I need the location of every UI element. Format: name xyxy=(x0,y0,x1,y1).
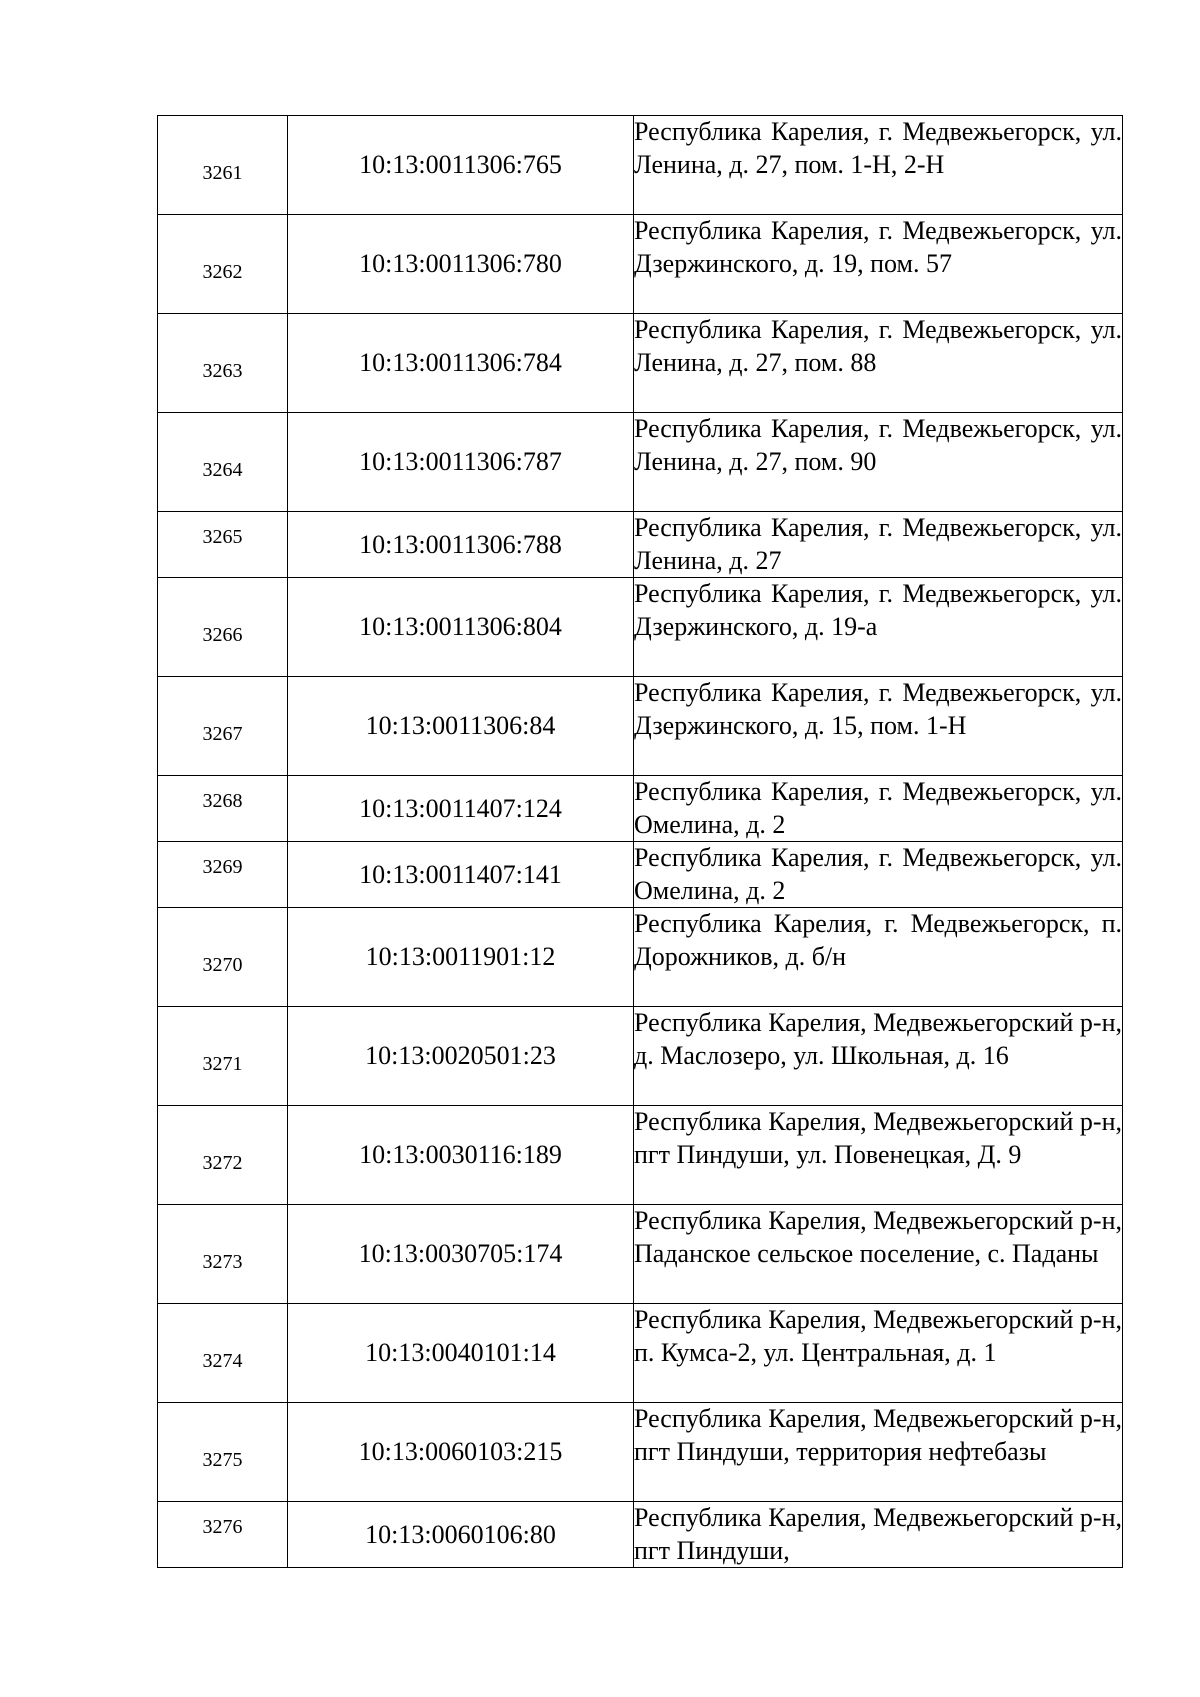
address: Республика Карелия, Медвежьегорский р-н, пгт Пиндуши, территория нефтебазы xyxy=(634,1403,1123,1502)
row-number: 3263 xyxy=(158,314,288,413)
row-number: 3274 xyxy=(158,1304,288,1403)
cadastral-number: 10:13:0011306:84 xyxy=(288,677,634,776)
table-row xyxy=(158,1205,1123,1304)
cadastral-number: 10:13:0011306:784 xyxy=(288,314,634,413)
table-row xyxy=(158,413,1123,512)
row-number: 3276 xyxy=(158,1502,288,1568)
table-row xyxy=(158,1007,1123,1106)
row-number: 3267 xyxy=(158,677,288,776)
row-number: 3262 xyxy=(158,215,288,314)
cadastral-number: 10:13:0040101:14 xyxy=(288,1304,634,1403)
cadastral-number: 10:13:0011407:124 xyxy=(288,776,634,842)
cadastral-number: 10:13:0020501:23 xyxy=(288,1007,634,1106)
address: Республика Карелия, Медвежьегорский р-н, пгт Пиндуши, ул. Повенецкая, Д. 9 xyxy=(634,1106,1123,1205)
row-number: 3272 xyxy=(158,1106,288,1205)
address: Республика Карелия, г. Медвежьегорск, ул. Омелина, д. 2 xyxy=(634,842,1123,908)
address: Республика Карелия, г. Медвежьегорск, ул. Ленина, д. 27 xyxy=(634,512,1123,578)
table-row xyxy=(158,1106,1123,1205)
address: Республика Карелия, г. Медвежьегорск, п. Дорожников, д. б/н xyxy=(634,908,1123,1007)
address: Республика Карелия, г. Медвежьегорск, ул. Дзержинского, д. 19, пом. 57 xyxy=(634,215,1123,314)
row-number: 3264 xyxy=(158,413,288,512)
cadastral-number: 10:13:0011306:765 xyxy=(288,116,634,215)
address: Республика Карелия, Медвежьегорский р-н, п. Кумса-2, ул. Центральная, д. 1 xyxy=(634,1304,1123,1403)
row-number: 3273 xyxy=(158,1205,288,1304)
row-number: 3269 xyxy=(158,842,288,908)
address: Республика Карелия, Медвежьегорский р-н, пгт Пиндуши, xyxy=(634,1502,1123,1568)
table-row xyxy=(158,677,1123,776)
row-number: 3271 xyxy=(158,1007,288,1106)
address: Республика Карелия, г. Медвежьегорск, ул. Омелина, д. 2 xyxy=(634,776,1123,842)
address: Республика Карелия, Медвежьегорский р-н, д. Маслозеро, ул. Школьная, д. 16 xyxy=(634,1007,1123,1106)
table-row xyxy=(158,512,1123,578)
table-row xyxy=(158,1304,1123,1403)
address: Республика Карелия, г. Медвежьегорск, ул. Дзержинского, д. 19-а xyxy=(634,578,1123,677)
row-number: 3265 xyxy=(158,512,288,578)
table-row xyxy=(158,116,1123,215)
property-table xyxy=(157,115,1123,1568)
table-row xyxy=(158,776,1123,842)
table-row xyxy=(158,908,1123,1007)
cadastral-number: 10:13:0011306:804 xyxy=(288,578,634,677)
cadastral-number: 10:13:0011407:141 xyxy=(288,842,634,908)
cadastral-number: 10:13:0060106:80 xyxy=(288,1502,634,1568)
table-row xyxy=(158,1502,1123,1568)
table-row xyxy=(158,1403,1123,1502)
row-number: 3275 xyxy=(158,1403,288,1502)
cadastral-number: 10:13:0011306:787 xyxy=(288,413,634,512)
cadastral-number: 10:13:0030116:189 xyxy=(288,1106,634,1205)
row-number: 3261 xyxy=(158,116,288,215)
row-number: 3268 xyxy=(158,776,288,842)
table-row xyxy=(158,215,1123,314)
row-number: 3270 xyxy=(158,908,288,1007)
cadastral-number: 10:13:0011306:788 xyxy=(288,512,634,578)
cadastral-number: 10:13:0060103:215 xyxy=(288,1403,634,1502)
address: Республика Карелия, г. Медвежьегорск, ул. Дзержинского, д. 15, пом. 1-Н xyxy=(634,677,1123,776)
address: Республика Карелия, г. Медвежьегорск, ул. Ленина, д. 27, пом. 88 xyxy=(634,314,1123,413)
cadastral-number: 10:13:0030705:174 xyxy=(288,1205,634,1304)
table-row xyxy=(158,578,1123,677)
address: Республика Карелия, Медвежьегорский р-н, Паданское сельское поселение, с. Паданы xyxy=(634,1205,1123,1304)
address: Республика Карелия, г. Медвежьегорск, ул. Ленина, д. 27, пом. 90 xyxy=(634,413,1123,512)
address: Республика Карелия, г. Медвежьегорск, ул. Ленина, д. 27, пом. 1-Н, 2-Н xyxy=(634,116,1123,215)
table-row xyxy=(158,842,1123,908)
row-number: 3266 xyxy=(158,578,288,677)
table-row xyxy=(158,314,1123,413)
cadastral-number: 10:13:0011306:780 xyxy=(288,215,634,314)
cadastral-number: 10:13:0011901:12 xyxy=(288,908,634,1007)
